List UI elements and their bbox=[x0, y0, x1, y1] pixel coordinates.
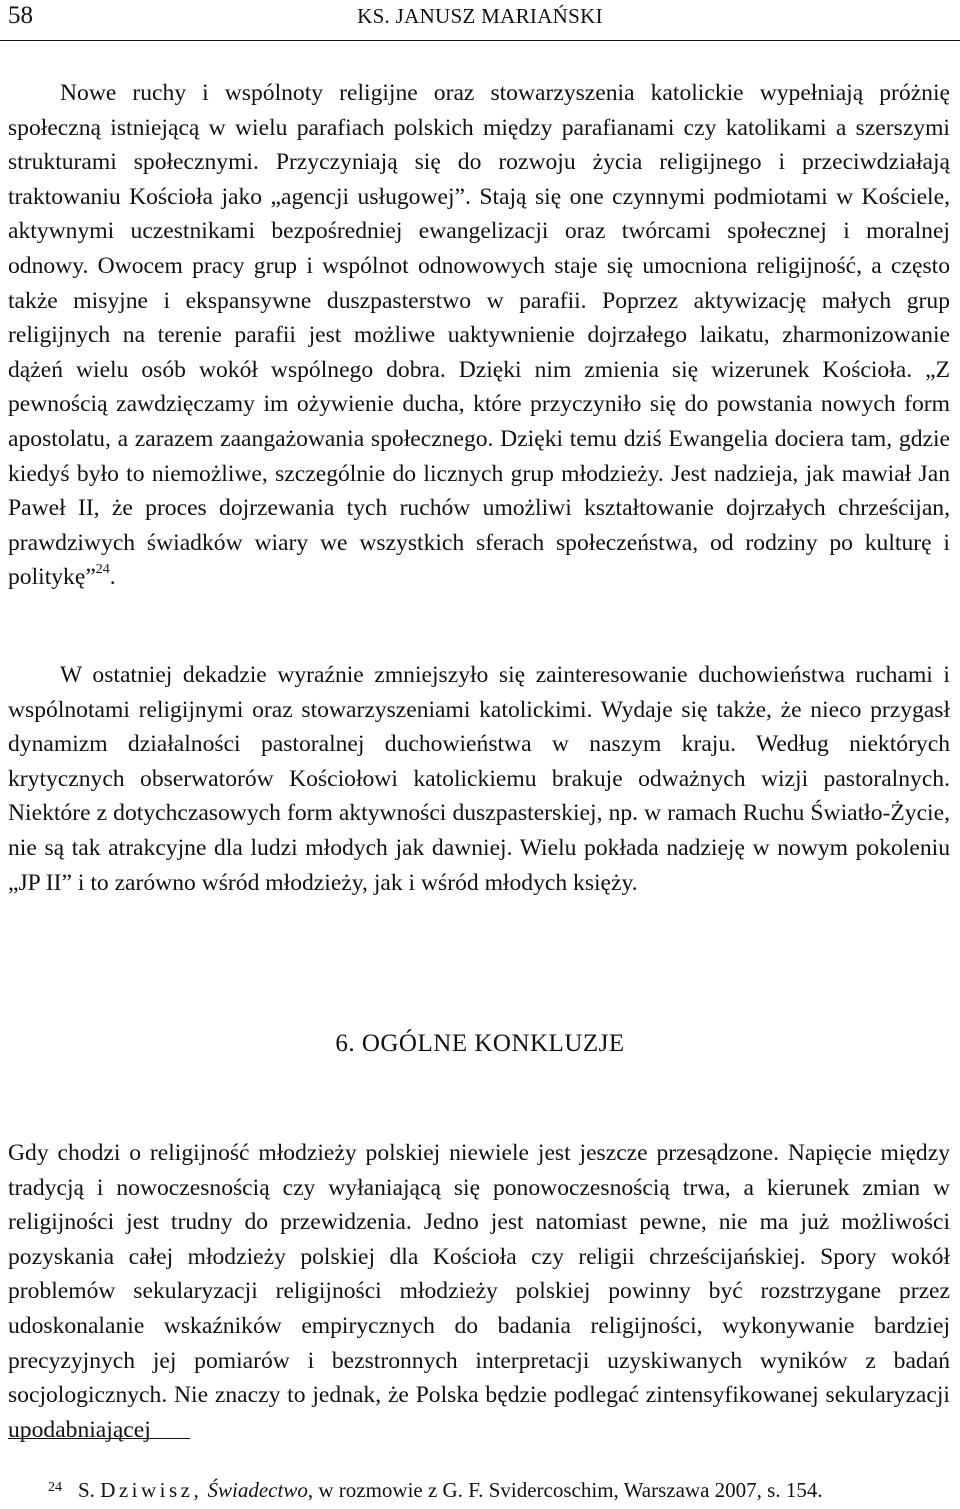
paragraph-2: W ostatniej dekadzie wyraźnie zmniejszyło się zainteresowanie duchowieństwa ruchami i wspólnotami religijnymi oraz stowarzyszeniami katolickimi. Wydaje się także, że nieco przygasł dynamizm działalności pastoralnej duchowieństwa w naszym kraju. Według niektórych krytycznych obserwatorów Kościołowi katolickiemu brakuje odważnych wizji pastoralnych. Niektóre z dotychczasowych form aktywności duszpasterskiej, np. w ramach Ruchu Światło-Życie, nie są tak atrakcyjne dla ludzi młodych jak dawniej. Wielu pokłada nadzieję w nowym pokoleniu „JP II” i to zarówno wśród młodzieży, jak i wśród młodych księży. bbox=[8, 662, 950, 896]
footnote-rule bbox=[8, 1438, 190, 1439]
header-rule bbox=[0, 40, 960, 41]
footnote-rest: , w rozmowie z G. F. Svidercoschim, Warszawa 2007, s. 154. bbox=[307, 1478, 823, 1502]
footnote-author-surname: Dziwisz, bbox=[100, 1478, 203, 1502]
paragraph-1-end: . bbox=[109, 564, 116, 591]
section-title: OGÓLNE KONKLUZJE bbox=[361, 1030, 625, 1057]
paragraph-1 bbox=[8, 76, 950, 595]
footnote-author-initial: S. bbox=[78, 1478, 95, 1502]
paragraph-1-text: Nowe ruchy i wspólnoty religijne oraz stowarzyszenia katolickie wypełniają próżnię społeczną istniejącą w wielu parafiach polskich między parafianami czy katolikami a szerszymi strukturami społecznymi. Przyczyniają się do rozwoju życia religijnego i przeciwdziałają traktowaniu Kościoła jako „agencji usługowej”. Stają się one czynnymi podmiotami w Kościele, aktywnymi uczestnikami bezpośredniej ewangelizacji oraz twórcami społecznej i moralnej odnowy. Owocem pracy grup i wspólnot odnowowych staje się umocniona religijność, a często także misyjne i ekspansywne duszpasterstwo w parafii. Poprzez aktywizację małych grup religijnych na terenie parafii jest możliwe uaktywnienie dojrzałego laikatu, zharmonizowanie dążeń wielu osób wokół wspólnego dobra. Dzięki nim zmienia się wizerunek Kościoła. „Z pewnością zawdzięczamy im ożywienie ducha, które przyczyniło się do powstania nowych form apostolatu, a zarazem zaangażowania społecznego. Dzięki temu dziś Ewangelia dociera tam, gdzie kiedyś było to niemożliwe, szczególnie do licznych grup młodzieży. Jest nadzieja, jak mawiał Jan Paweł II, że proces dojrzewania tych ruchów umożliwi kształtowanie dojrzałych chrześcijan, prawdziwych świadków wiary we wszystkich sferach społeczeństwa, od rodziny po kulturę i politykę” bbox=[8, 80, 950, 591]
footnote-reference[interactable]: 24 bbox=[95, 562, 110, 578]
page-number: 58 bbox=[8, 2, 33, 29]
running-head: KS. JANUSZ MARIAŃSKI bbox=[357, 4, 603, 28]
section-heading bbox=[0, 1030, 960, 1058]
paragraph-3: Gdy chodzi o religijność młodzieży polskiej niewiele jest jeszcze przesądzone. Napięcie między tradycją i nowoczesnością czy wyłaniającą się ponowoczesnością trwa, a kierunek zmian w religijności jest trudny do przewidzenia. Jedno jest natomiast pewne, nie ma już możliwości pozyskania całej młodzieży polskiej dla Kościoła czy religii chrześcijańskiej. Spory wokół problemów sekularyzacji religijności młodzieży polskiej powinny być rozstrzygane przez udoskonalanie wskaźników empirycznych do badania religijności, wykonywanie bardziej precyzyjnych jej pomiarów i bezstronnych interpretacji uzyskiwanych wyników z badań socjologicznych. Nie znaczy to jednak, że Polska będzie podlegać zintensyfikowanej sekularyzacji upodabniającej bbox=[8, 1140, 950, 1443]
footnote-title: Świadectwo bbox=[207, 1478, 308, 1502]
page-header bbox=[0, 0, 960, 40]
section-number: 6. bbox=[335, 1030, 356, 1057]
footnote-mark: 24 bbox=[48, 1480, 62, 1495]
footnote bbox=[8, 1474, 948, 1504]
